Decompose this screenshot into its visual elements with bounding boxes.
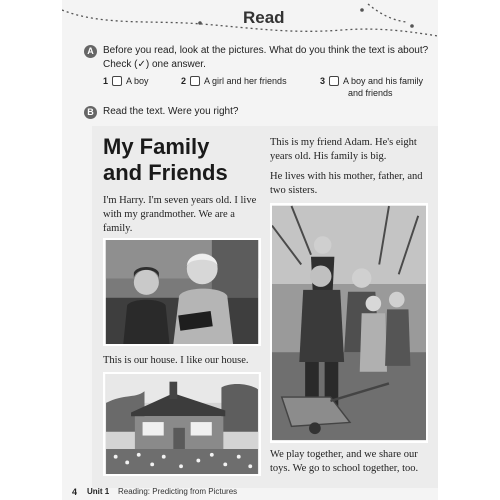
question-b-badge: B — [84, 106, 97, 119]
option-1-checkbox[interactable] — [112, 76, 122, 86]
option-2 — [181, 75, 287, 87]
option-3-checkbox[interactable] — [329, 76, 339, 86]
page-margin-left — [0, 0, 62, 500]
story-title-line: My Family — [103, 134, 210, 159]
question-a-badge: A — [84, 45, 97, 58]
option-label: A boy — [126, 76, 149, 86]
option-3 — [320, 75, 438, 99]
photo-family-outdoors — [270, 203, 428, 443]
story-title-line: and Friends — [103, 160, 228, 185]
footer-subtitle: Reading: Predicting from Pictures — [118, 487, 238, 496]
option-1 — [103, 75, 149, 87]
story-paragraph-4: He lives with his mother, father, and two sisters. — [270, 171, 423, 196]
footer-unit: Unit 1 — [87, 487, 110, 496]
question-b-prompt: Read the text. Were you right? — [103, 106, 239, 117]
option-label: A boy and his family and friends — [343, 76, 424, 98]
story-paragraph-1: I'm Harry. I'm seven years old. I live with my grandmother. We are a family. — [103, 195, 257, 234]
photo-house — [103, 372, 261, 476]
page-margin-right — [438, 0, 500, 500]
page-number: 4 — [72, 487, 78, 497]
section-title: Read — [243, 8, 285, 27]
option-number: 2 — [181, 76, 187, 86]
option-number: 1 — [103, 76, 109, 86]
option-label: A girl and her friends — [204, 76, 287, 86]
photo-grandmother-reading — [103, 238, 261, 346]
story-title — [103, 134, 228, 186]
option-number: 3 — [320, 76, 326, 86]
question-a-prompt: Before you read, look at the pictures. What do you think the text is about? Check (✓) one answer. — [103, 45, 429, 70]
option-2-checkbox[interactable] — [190, 76, 200, 86]
story-paragraph-2: This is our house. I like our house. — [103, 355, 249, 366]
story-paragraph-5: We play together, and we share our toys. We go to school together, too. — [270, 449, 419, 474]
story-paragraph-3: This is my friend Adam. He's eight years old. His family is big. — [270, 137, 417, 162]
